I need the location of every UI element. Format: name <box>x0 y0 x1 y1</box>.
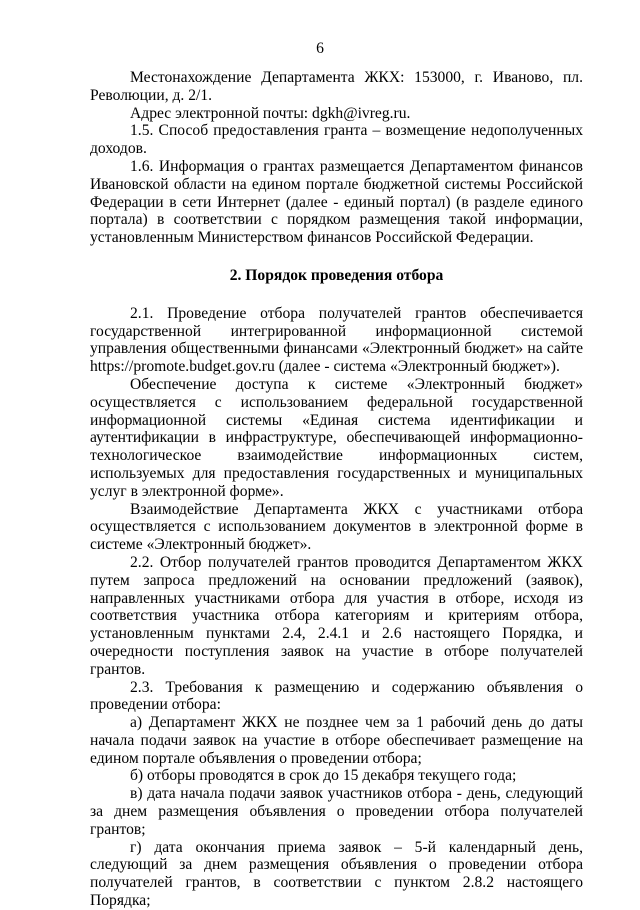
section-2-heading: 2. Порядок проведения отбора <box>229 266 444 284</box>
paragraph-2-3: 2.3. Требования к размещению и содержанию объявления о проведении отбора: <box>90 678 583 714</box>
paragraph-2-1: 2.1. Проведение отбора получателей грантов обеспечивается государственной интегрированной информационной системой управления общественными финансами «Электронный бюджет» на сайте https://promote.budget.gov.ru (далее - система «Электронный бюджет»). <box>90 304 583 376</box>
list-item-g: г) дата окончания приема заявок – 5-й календарный день, следующий за днем размещения объявления о проведении отбора получателей грантов, в соответствии с пунктом 2.8.2 настоящего Порядка; <box>90 838 583 910</box>
document-body <box>90 69 583 910</box>
paragraph-1-6: 1.6. Информация о грантах размещается Департаментом финансов Ивановской области на едином портале бюджетной системы Российской Федерации в сети Интернет (далее - единый портал) (в разделе единого портала) в соответствии с порядком размещения такой информации, установленным Министерством финансов Российской Федерации. <box>90 157 583 247</box>
list-item-a: а) Департамент ЖКХ не позднее чем за 1 рабочий день до даты начала подачи заявок на участие в отборе обеспечивает размещение на едином портале объявления о проведении отбора; <box>90 714 583 767</box>
list-item-v: в) дата начала подачи заявок участников отбора - день, следующий за днем размещения объявления о проведении отбора получателей грантов; <box>90 785 583 838</box>
paragraph-interaction: Взаимодействие Департамента ЖКХ с участниками отбора осуществляется с использованием документов в электронной форме в системе «Электронный бюджет». <box>90 500 583 554</box>
paragraph-1-5: 1.5. Способ предоставления гранта – возмещение недополученных доходов. <box>90 122 583 158</box>
department-email: Адрес электронной почты: dgkh@ivreg.ru. <box>130 104 411 122</box>
list-item-b: б) отборы проводятся в срок до 15 декабря текущего года; <box>130 767 517 785</box>
paragraph-2-2: 2.2. Отбор получателей грантов проводится Департаментом ЖКХ путем запроса предложений на основании предложений (заявок), направленных участниками отбора для участия в отборе, исходя из соответствия участника отбора категориям и критериям отбора, установленным пунктами 2.4, 2.4.1 и 2.6 настоящего Порядка, и очередности поступления заявок на участие в отборе получателей грантов. <box>90 553 583 678</box>
department-location: Местонахождение Департамента ЖКХ: 153000, г. Иваново, пл. Революции, д. 2/1. <box>90 69 583 104</box>
paragraph-access: Обеспечение доступа к системе «Электронный бюджет» осуществляется с использованием федеральной государственной информационной системы «Единая система идентификации и аутентификации в инфраструктуре, обеспечивающей информационно-технологическое взаимодействие информационных систем, используемых для предоставления государственных и муниципальных услуг в электронной форме». <box>90 375 583 500</box>
page-number: 6 <box>316 40 324 57</box>
